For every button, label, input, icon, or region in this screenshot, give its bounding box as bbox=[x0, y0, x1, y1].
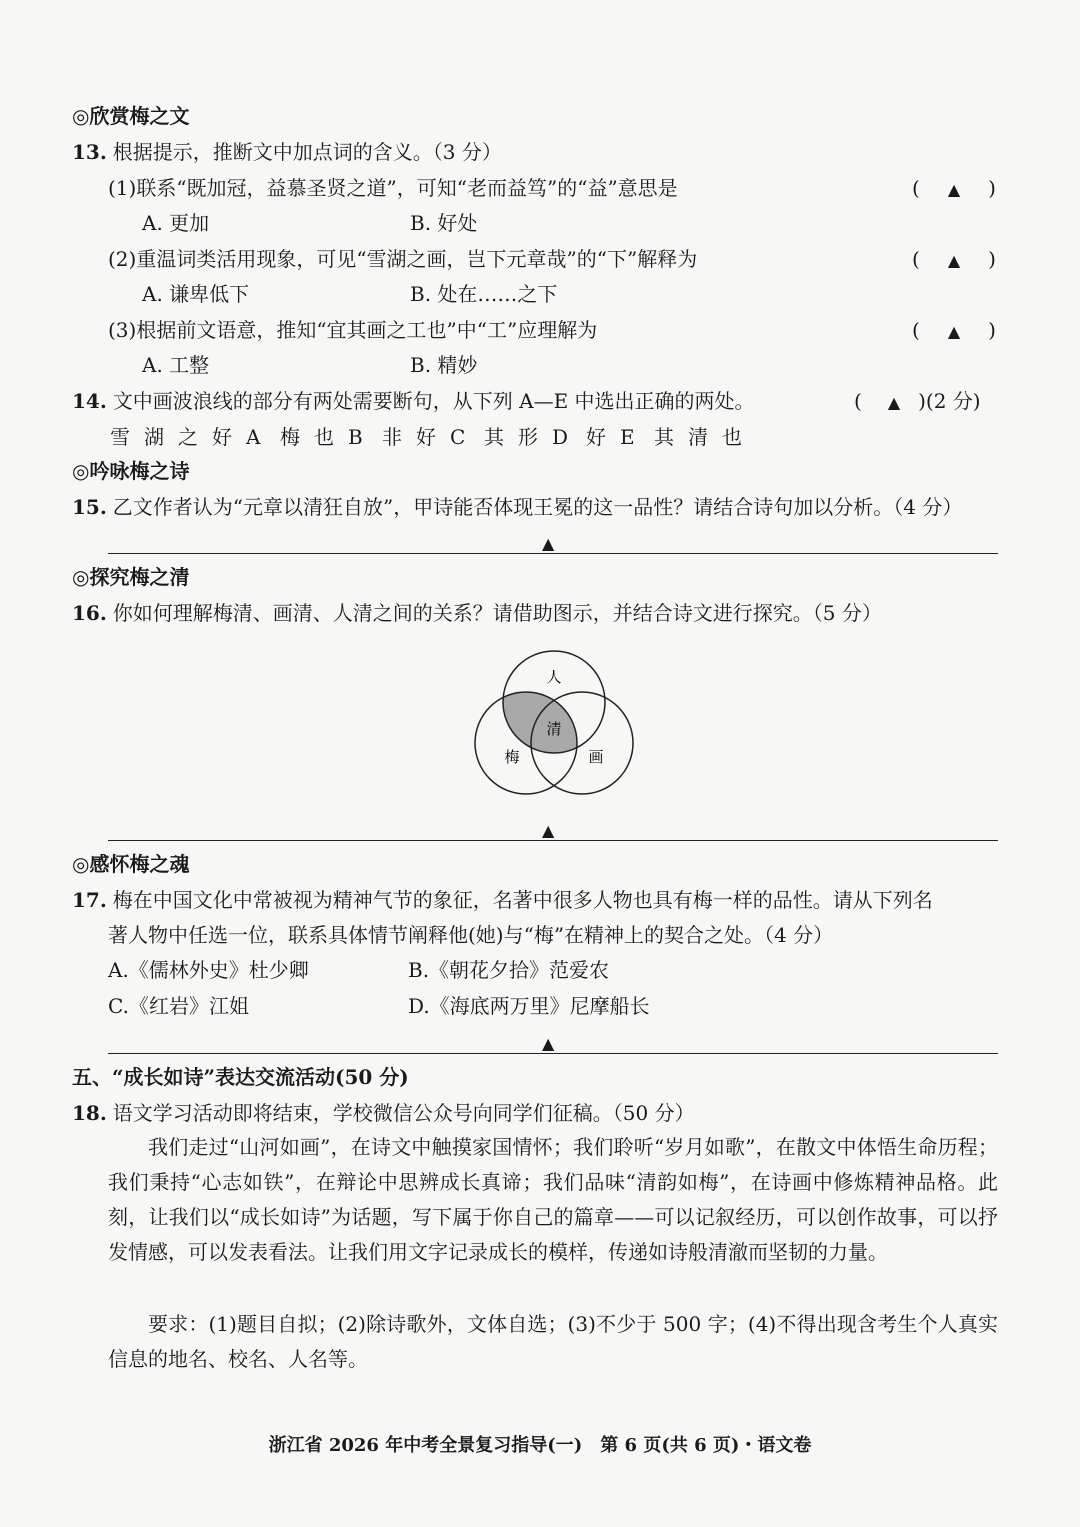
venn-diagram bbox=[460, 640, 650, 800]
triangle-icon: ▲ bbox=[887, 393, 901, 412]
question-16 bbox=[72, 599, 882, 627]
option-c: C.《红岩》江姐 bbox=[108, 994, 249, 1018]
triangle-icon: ▲ bbox=[947, 180, 961, 199]
requirements-paragraph: 要求：(1)题目自拟；(2)除诗歌外，文体自选；(3)不少于 500 字；(4)不得出现含考生个人真实信息的地名、校名、人名等。 bbox=[108, 1312, 998, 1371]
question-17-cont: 著人物中任选一位，联系具体情节阐释他(她)与“梅”在精神上的契合之处。（4 分） bbox=[108, 923, 834, 947]
question-number: 13. bbox=[72, 140, 107, 164]
option-d: D.《海底两万里》尼摩船长 bbox=[408, 994, 650, 1018]
venn-label-right: 画 bbox=[588, 748, 604, 766]
question-14 bbox=[72, 387, 755, 415]
q13-part-2: (2)重温词类活用现象，可见“雪湖之画，岂下元章哉”的“下”解释为 bbox=[108, 247, 698, 271]
section-title: ◎欣赏梅之文 bbox=[72, 104, 190, 128]
sentence-breaks: 雪 湖 之 好 A 梅 也 B 非 好 C 其 形 D 好 E 其 清 也 bbox=[110, 425, 742, 449]
page-footer: 浙江省 2026 年中考全景复习指导(一) 第 6 页(共 6 页)・语文卷 bbox=[268, 1435, 812, 1456]
option-b: B. 精妙 bbox=[410, 353, 478, 377]
triangle-icon: ▲ bbox=[542, 1034, 555, 1053]
question-number: 17. bbox=[72, 888, 107, 912]
question-17 bbox=[72, 886, 933, 914]
answer-line bbox=[108, 1053, 998, 1054]
question-stem: 根据提示，推断文中加点词的含义。（3 分） bbox=[112, 140, 502, 164]
option-b: B. 处在……之下 bbox=[410, 282, 558, 306]
triangle-icon: ▲ bbox=[542, 821, 555, 840]
question-stem: 乙文作者认为“元章以清狂自放”，甲诗能否体现王冕的这一品性？请结合诗句加以分析。（4 分） bbox=[112, 495, 963, 519]
venn-label-left: 梅 bbox=[504, 748, 520, 766]
question-number: 18. bbox=[72, 1101, 107, 1125]
option-b: B. 好处 bbox=[410, 211, 478, 235]
question-18 bbox=[72, 1099, 695, 1127]
section-title: 五、“成长如诗”表达交流活动(50 分) bbox=[72, 1065, 409, 1089]
q13-part-3: (3)根据前文语意，推知“宜其画之工也”中“工”应理解为 bbox=[108, 318, 598, 342]
answer-blank[interactable]: ( ▲ )(2 分) bbox=[854, 387, 981, 417]
question-15 bbox=[72, 493, 962, 521]
answer-line bbox=[108, 553, 998, 554]
q13-part-1: (1)联系“既加冠，益慕圣贤之道”，可知“老而益笃”的“益”意思是 bbox=[108, 176, 678, 200]
option-a: A. 更加 bbox=[142, 211, 210, 235]
question-number: 16. bbox=[72, 601, 107, 625]
triangle-icon: ▲ bbox=[542, 534, 555, 553]
prompt-paragraph: 我们走过“山河如画”，在诗文中触摸家国情怀；我们聆听“岁月如歌”，在散文中体悟生命历程；我们秉持“心志如铁”，在辩论中思辨成长真谛；我们品味“清韵如梅”，在诗画中修炼精神品格。此刻，让我们以“成长如诗”为话题，写下属于你自己的篇章——可以记叙经历，可以创作故事，可以抒发情感，可以发表看法。让我们用文字记录成长的模样，传递如诗般清澈而坚韧的力量。 bbox=[108, 1135, 998, 1264]
option-a: A.《儒林外史》杜少卿 bbox=[108, 958, 309, 982]
triangle-icon: ▲ bbox=[947, 251, 961, 270]
answer-line bbox=[108, 840, 998, 841]
venn-label-center: 清 bbox=[546, 720, 562, 738]
triangle-icon: ▲ bbox=[947, 322, 961, 341]
section-title: ◎感怀梅之魂 bbox=[72, 852, 190, 876]
question-stem: 梅在中国文化中常被视为精神气节的象征，名著中很多人物也具有梅一样的品性。请从下列名 bbox=[112, 888, 933, 912]
answer-blank[interactable]: ( ▲ ) bbox=[912, 316, 996, 346]
question-number: 15. bbox=[72, 495, 107, 519]
section-title: ◎吟咏梅之诗 bbox=[72, 459, 190, 483]
answer-blank[interactable]: ( ▲ ) bbox=[912, 174, 996, 204]
question-number: 14. bbox=[72, 389, 107, 413]
option-b: B.《朝花夕拾》范爱农 bbox=[408, 958, 610, 982]
section-title: ◎探究梅之清 bbox=[72, 565, 190, 589]
question-stem: 你如何理解梅清、画清、人清之间的关系？请借助图示，并结合诗文进行探究。（5 分） bbox=[112, 601, 882, 625]
question-stem: 文中画波浪线的部分有两处需要断句，从下列 A—E 中选出正确的两处。 bbox=[112, 389, 755, 413]
option-a: A. 工整 bbox=[142, 353, 210, 377]
question-stem: 语文学习活动即将结束，学校微信公众号向同学们征稿。（50 分） bbox=[112, 1101, 695, 1125]
venn-label-top: 人 bbox=[546, 668, 562, 686]
score-label: )(2 分) bbox=[918, 389, 981, 413]
option-a: A. 谦卑低下 bbox=[142, 282, 250, 306]
question-13 bbox=[72, 138, 502, 166]
answer-blank[interactable]: ( ▲ ) bbox=[912, 245, 996, 275]
